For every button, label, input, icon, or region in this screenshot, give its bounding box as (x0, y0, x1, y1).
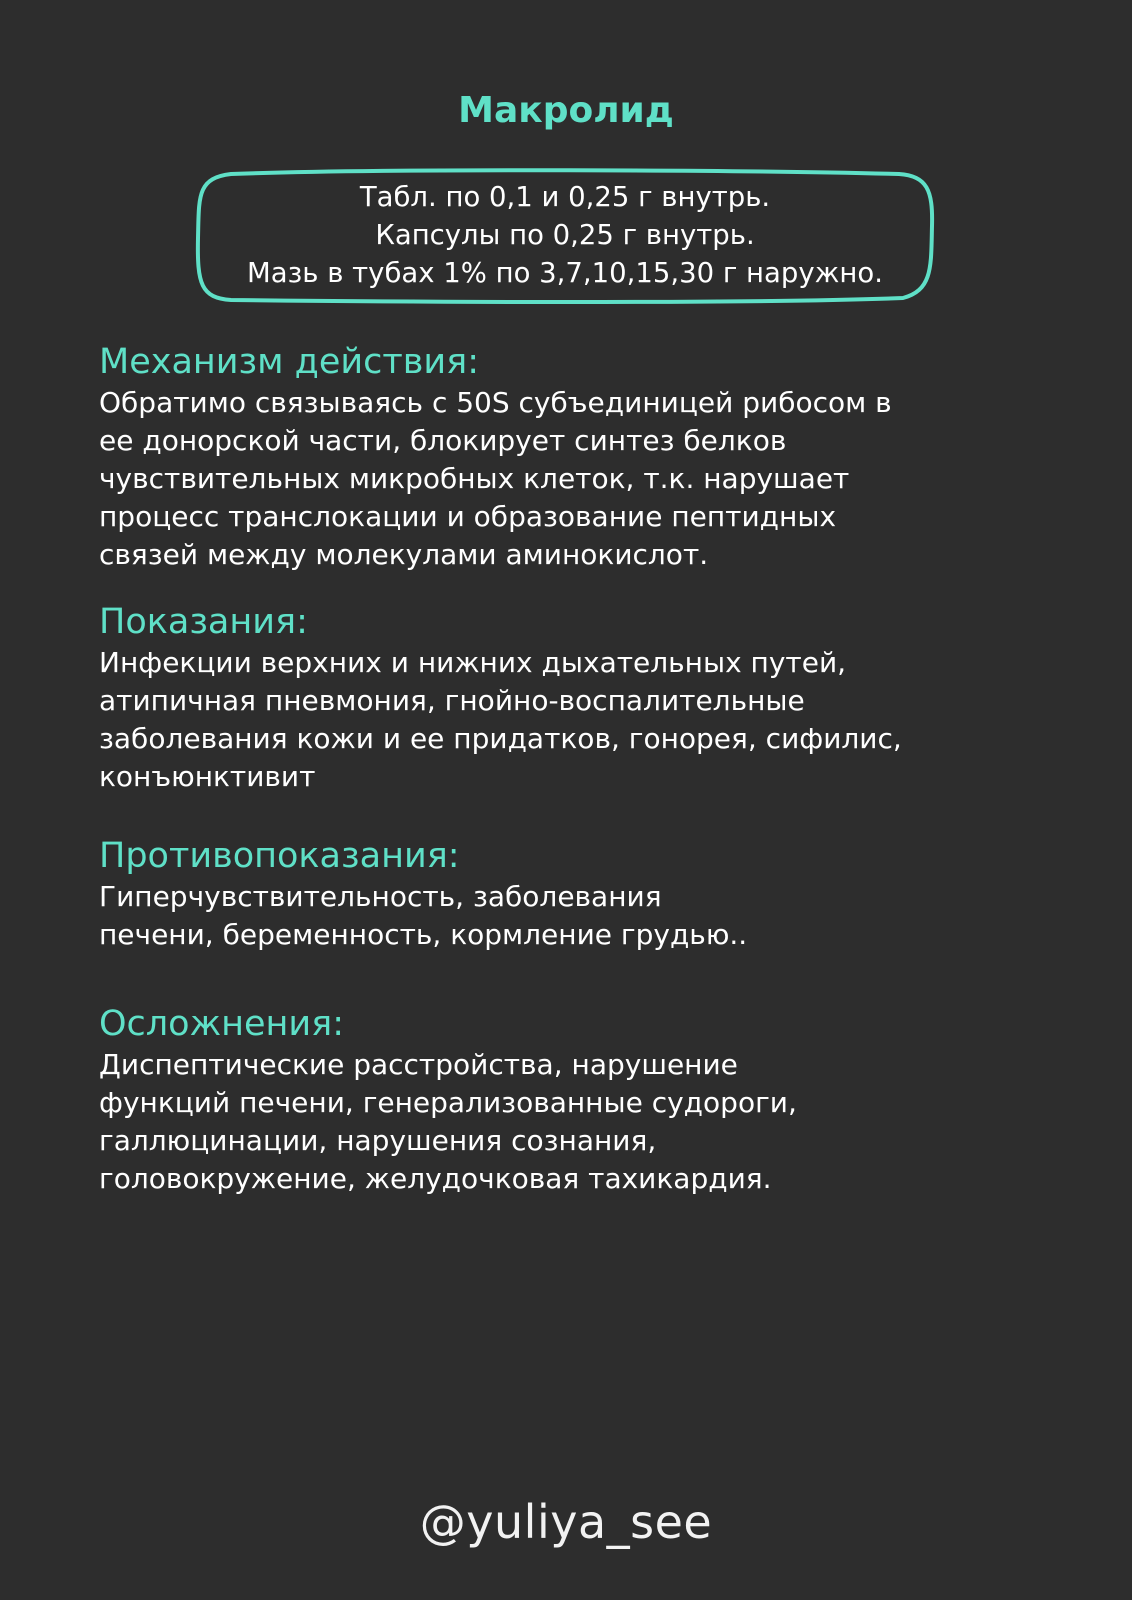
text-line: Инфекции верхних и нижних дыхательных путей, (99, 646, 847, 679)
text-line: атипичная пневмония, гнойно-воспалительные (99, 684, 805, 717)
text-line: Гиперчувствительность, заболевания (99, 880, 662, 913)
text-line: Обратимо связываясь с 50S субъединицей рибосом в (99, 386, 892, 419)
indications-heading: Показания: (99, 602, 308, 642)
indications-text (99, 644, 999, 796)
dosage-form-line: Капсулы по 0,25 г внутрь. (375, 219, 755, 251)
text-line: процесс транслокации и образование пептидных (99, 500, 837, 533)
mechanism-section (99, 340, 999, 574)
page-title: Макролид (458, 90, 674, 131)
text-line: конъюнктивит (99, 760, 316, 793)
contraindications-text (99, 878, 999, 954)
indications-section (99, 600, 999, 796)
text-line: головокружение, желудочковая тахикардия. (99, 1162, 772, 1195)
complications-text (99, 1046, 999, 1198)
text-line: Диспептические расстройства, нарушение (99, 1048, 738, 1081)
contraindications-heading: Противопоказания: (99, 836, 460, 876)
text-line: галлюцинации, нарушения сознания, (99, 1124, 657, 1157)
dosage-form-line: Табл. по 0,1 и 0,25 г внутрь. (359, 181, 771, 213)
dosage-forms-box (197, 172, 933, 302)
text-line: связей между молекулами аминокислот. (99, 538, 709, 571)
complications-section (99, 1002, 999, 1198)
text-line: заболевания кожи и ее придатков, гонорея, сифилис, (99, 722, 902, 755)
dosage-form-line: Мазь в тубах 1% по 3,7,10,15,30 г наружно. (247, 257, 883, 289)
mechanism-heading: Механизм действия: (99, 342, 479, 382)
text-line: функций печени, генерализованные судороги, (99, 1086, 797, 1119)
text-line: ее донорской части, блокирует синтез белков (99, 424, 787, 457)
author-handle: @yuliya_see (419, 1495, 713, 1549)
text-line: чувствительных микробных клеток, т.к. нарушает (99, 462, 850, 495)
text-line: печени, беременность, кормление грудью.. (99, 918, 748, 951)
dosage-forms-text (197, 178, 933, 292)
complications-heading: Осложнения: (99, 1004, 344, 1044)
contraindications-section (99, 834, 999, 954)
mechanism-text (99, 384, 999, 574)
